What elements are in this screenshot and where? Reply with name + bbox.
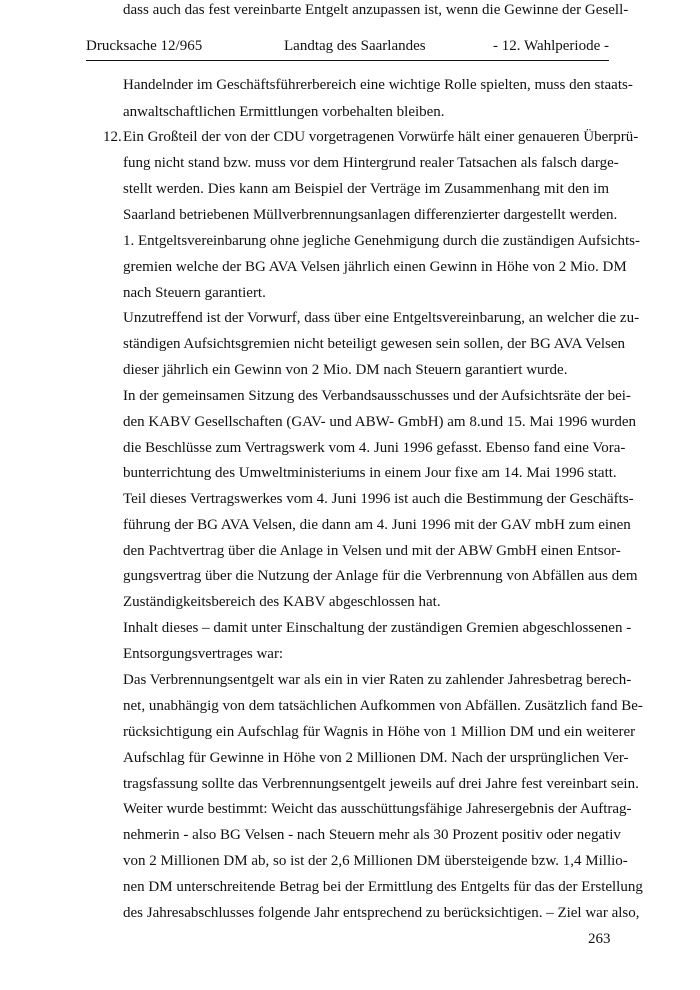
text-line: gremien welche der BG AVA Velsen jährlich einen Gewinn in Höhe von 2 Mio. DM <box>123 259 627 275</box>
text-line: führung der BG AVA Velsen, die dann am 4. Juni 1996 mit der GAV mbH zum einen <box>123 517 631 533</box>
document-number: Drucksache 12/965 <box>86 38 203 54</box>
text-line: Teil dieses Vertragswerkes vom 4. Juni 1996 ist auch die Bestimmung der Geschäfts- <box>123 491 634 507</box>
text-line: gungsvertrag über die Nutzung der Anlage für die Verbrennung von Abfällen aus dem <box>123 568 638 584</box>
text-line: den KABV Gesellschaften (GAV- und ABW- GmbH) am 8.und 15. Mai 1996 wurden <box>123 414 636 430</box>
text-line: Saarland betriebenen Müllverbrennungsanlagen differenzierter dargestellt werden. <box>123 207 618 223</box>
text-line: rücksichtigung ein Aufschlag für Wagnis in Höhe von 1 Million DM und ein weiterer <box>123 724 636 740</box>
publisher: Landtag des Saarlandes <box>284 38 426 54</box>
text-line: Handelnder im Geschäftsführerbereich eine wichtige Rolle spielten, muss den staats- <box>123 77 633 93</box>
text-line: stellt werden. Dies kann am Beispiel der Verträge im Zusammenhang mit den im <box>123 181 609 197</box>
text-line: nach Steuern garantiert. <box>123 285 266 301</box>
text-line: dass auch das fest vereinbarte Entgelt anzupassen ist, wenn die Gewinne der Gesell- <box>123 2 629 18</box>
text-line: nen DM unterschreitende Betrag bei der Ermittlung des Entgelts für das der Erstellung <box>123 879 643 895</box>
page-number: 263 <box>588 931 611 947</box>
text-line: In der gemeinsamen Sitzung des Verbandsausschusses und der Aufsichtsräte der bei- <box>123 388 631 404</box>
text-line: Das Verbrennungsentgelt war als ein in vier Raten zu zahlender Jahresbetrag berech- <box>123 672 632 688</box>
text-line: dieser jährlich ein Gewinn von 2 Mio. DM nach Steuern garantiert wurde. <box>123 362 568 378</box>
text-line: Weiter wurde bestimmt: Weicht das ausschüttungsfähige Jahresergebnis der Auftrag- <box>123 801 632 817</box>
text-line: tragsfassung sollte das Verbrennungsentgelt jeweils auf drei Jahre fest vereinbart sein. <box>123 776 639 792</box>
text-line: fung nicht stand bzw. muss vor dem Hintergrund realer Tatsachen als falsch darge- <box>123 155 619 171</box>
text-line: Entsorgungsvertrages war: <box>123 646 284 662</box>
text-line: 1. Entgeltsvereinbarung ohne jegliche Genehmigung durch die zuständigen Aufsichts- <box>123 233 640 249</box>
text-line: net, unabhängig von dem tatsächlichen Aufkommen von Abfällen. Zusätzlich fand Be- <box>123 698 643 714</box>
text-line: Inhalt dieses – damit unter Einschaltung der zuständigen Gremien abgeschlossenen - <box>123 620 632 636</box>
text-line: des Jahresabschlusses folgende Jahr entsprechend zu berücksichtigen. – Ziel war also, <box>123 905 640 921</box>
text-line: anwaltschaftlichen Ermittlungen vorbehalten bleiben. <box>123 104 445 120</box>
item-number: 12. <box>103 129 122 145</box>
text-line: von 2 Millionen DM ab, so ist der 2,6 Millionen DM übersteigende bzw. 1,4 Millio- <box>123 853 628 869</box>
page-header <box>86 38 609 61</box>
text-line: Aufschlag für Gewinne in Höhe von 2 Millionen DM. Nach der ursprünglichen Ver- <box>123 750 629 766</box>
legislative-period: - 12. Wahlperiode - <box>493 38 609 54</box>
text-line: nehmerin - also BG Velsen - nach Steuern mehr als 30 Prozent positiv oder negativ <box>123 827 621 843</box>
text-line: bunterrichtung des Umweltministeriums in einem Jour fixe am 14. Mai 1996 statt. <box>123 465 617 481</box>
text-line: den Pachtvertrag über die Anlage in Velsen und mit der ABW GmbH einen Entsor- <box>123 543 621 559</box>
text-line: Zuständigkeitsbereich des KABV abgeschlossen hat. <box>123 594 441 610</box>
text-line: ständigen Aufsichtsgremien nicht beteiligt gewesen sein sollen, der BG AVA Velsen <box>123 336 626 352</box>
text-line: die Beschlüsse zum Vertragswerk vom 4. Juni 1996 gefasst. Ebenso fand eine Vora- <box>123 440 626 456</box>
text-line: Ein Großteil der von der CDU vorgetragenen Vorwürfe hält einer genaueren Überprü- <box>123 129 639 145</box>
text-line: Unzutreffend ist der Vorwurf, dass über eine Entgeltsvereinbarung, an welcher die zu- <box>123 310 640 326</box>
